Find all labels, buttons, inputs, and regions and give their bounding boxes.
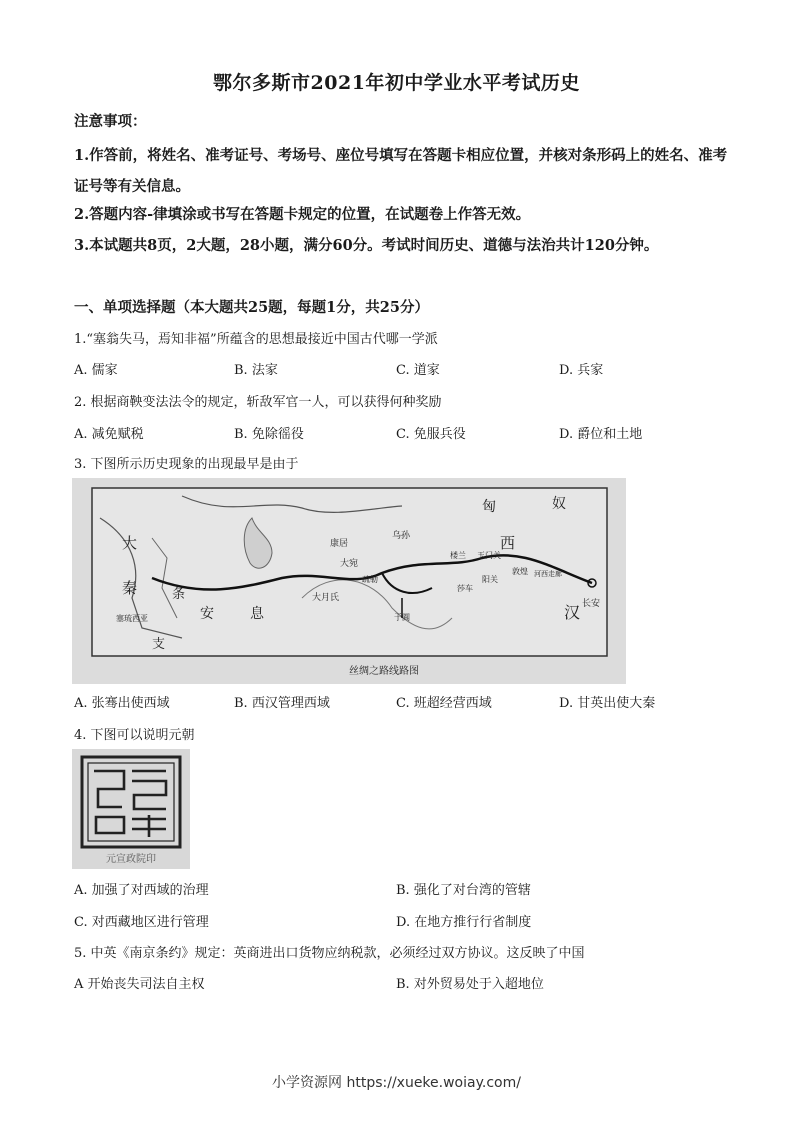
notice-heading: 注意事项：	[74, 113, 147, 130]
option-c: C. 班超经营西域	[396, 696, 492, 711]
question-5-options	[74, 973, 734, 991]
map-label: 疏勒	[362, 575, 378, 584]
option-c: C. 免服兵役	[396, 427, 466, 442]
footer-watermark: 小学资源网 https://xueke.woiay.com/	[272, 1075, 521, 1091]
option-d: D. 甘英出使大秦	[559, 696, 656, 711]
section-heading: 一、单项选择题（本大题共25题，每题1分，共25分）	[74, 299, 429, 316]
map-label: 河西走廊	[534, 570, 562, 578]
option-a: A. 加强了对西域的治理	[74, 883, 209, 898]
question-4-stem: 4. 下图可以说明元朝	[74, 728, 195, 743]
map-label: 奴	[552, 496, 566, 512]
map-label: 于阗	[394, 613, 410, 622]
option-b: B. 法家	[234, 363, 278, 378]
notice-item-1: 1.作答前，将姓名、准考证号、考场号、座位号填写在答题卡相应位置，并核对条形码上的姓名、准考证号等有关信息。	[74, 147, 728, 195]
question-4-options-row-1	[74, 879, 734, 897]
map-label: 乌孙	[392, 531, 411, 541]
page-title: 鄂尔多斯市2021年初中学业水平考试历史	[213, 72, 580, 94]
map-label: 玉门关	[477, 551, 501, 560]
map-label: 大	[122, 534, 138, 552]
option-c: C. 道家	[396, 363, 440, 378]
map-label: 敦煌	[512, 567, 528, 576]
option-a: A. 减免赋税	[74, 427, 144, 442]
map-label: 长安	[582, 599, 601, 609]
map-label: 支	[152, 637, 166, 652]
map-label: 息	[250, 606, 264, 622]
map-label: 秦	[122, 579, 138, 597]
map-label: 莎车	[457, 584, 473, 593]
map-label: 楼兰	[450, 551, 466, 560]
option-a: A. 张骞出使西域	[74, 696, 170, 711]
question-5-stem: 5. 中英《南京条约》规定：英商进出口货物应纳税款，必须经过双方协议。这反映了中国	[74, 946, 585, 961]
map-label: 大宛	[340, 559, 359, 569]
option-a: A 开始丧失司法自主权	[74, 977, 205, 992]
question-4-options-row-2	[74, 911, 734, 929]
option-d: D. 兵家	[559, 363, 604, 378]
map-label: 大月氏	[312, 593, 340, 603]
notice-item-2: 2.答题内容-律填涂或书写在答题卡规定的位置，在试题卷上作答无效。	[74, 206, 531, 223]
map-label: 安	[200, 606, 214, 622]
option-b: B. 强化了对台湾的管辖	[396, 883, 531, 898]
option-d: D. 在地方推行行省制度	[396, 915, 532, 930]
option-b: B. 西汉管理西域	[234, 696, 330, 711]
question-1-options	[74, 359, 734, 377]
question-2-options	[74, 423, 734, 441]
map-label: 塞琉西亚	[116, 614, 148, 623]
seal-caption: 元宣政院印	[106, 854, 156, 865]
map-caption: 丝绸之路线路图	[349, 666, 419, 677]
map-label: 匈	[482, 499, 496, 515]
notice-item-3: 3.本试题共8页，2大题，28小题，满分60分。考试时间历史、道德与法治共计120分钟。	[74, 237, 659, 254]
map-label: 条	[172, 587, 186, 602]
silk-road-map	[72, 478, 626, 684]
question-1-stem: 1.“塞翁失马，焉知非福”所蕴含的思想最接近中国古代哪一学派	[74, 332, 438, 347]
question-3-options	[74, 692, 734, 710]
seal-image	[72, 749, 190, 869]
option-b: B. 免除徭役	[234, 427, 304, 442]
option-d: D. 爵位和土地	[559, 427, 643, 442]
seal-svg	[72, 749, 190, 869]
question-3-stem: 3. 下图所示历史现象的出现最早是由于	[74, 457, 299, 472]
option-b: B. 对外贸易处于入超地位	[396, 977, 544, 992]
map-label: 西	[500, 534, 516, 552]
map-label: 阳关	[482, 575, 498, 584]
question-2-stem: 2. 根据商鞅变法法令的规定，斩敌军官一人，可以获得何种奖励	[74, 395, 442, 410]
silk-road-map-svg	[72, 478, 626, 684]
option-c: C. 对西藏地区进行管理	[74, 915, 209, 930]
map-label: 汉	[564, 603, 581, 622]
map-label: 康居	[330, 539, 349, 549]
option-a: A. 儒家	[74, 363, 118, 378]
